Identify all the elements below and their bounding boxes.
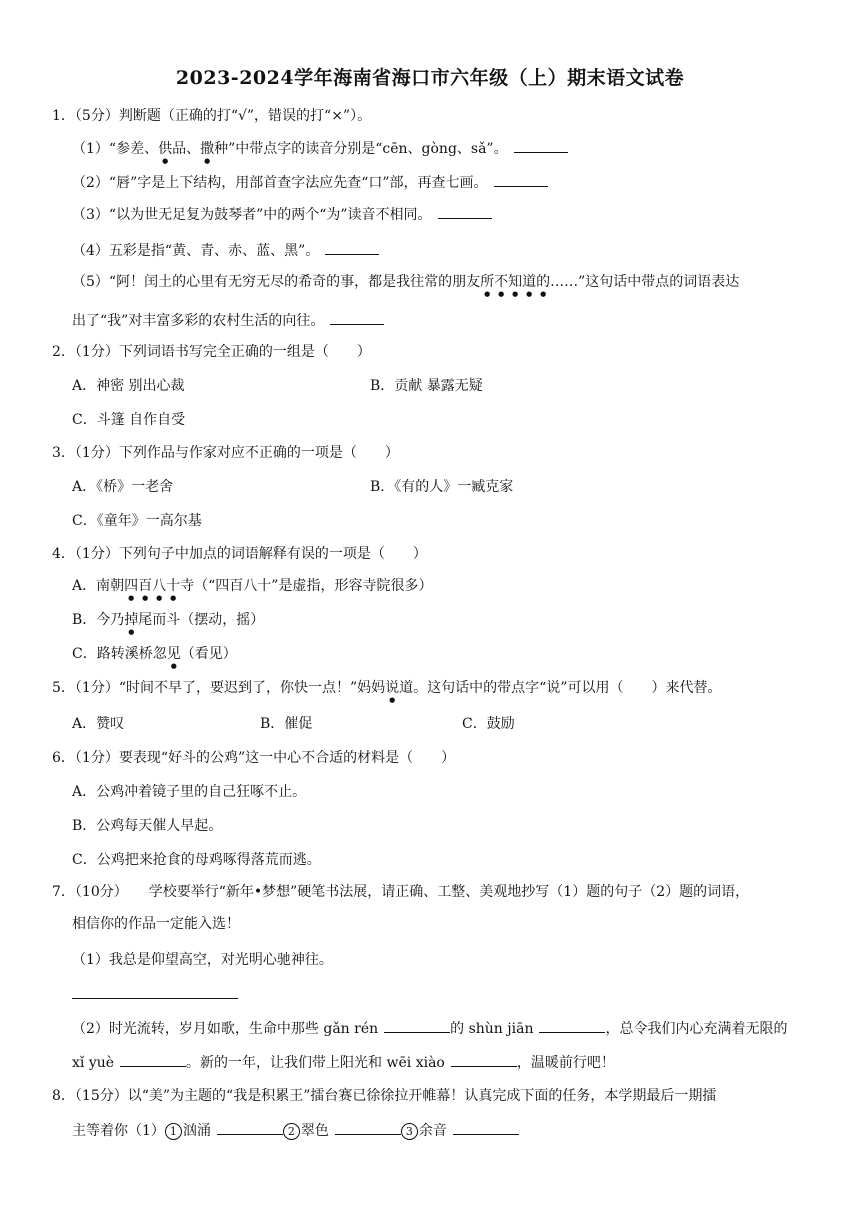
q1-item-5-cont: [72, 310, 384, 331]
q5-stem: [52, 678, 721, 704]
q8-task-1-text: 主等着你（1）: [72, 1123, 165, 1139]
q7-item-2: [72, 1018, 787, 1039]
q5-option-c[interactable]: C．鼓励: [462, 716, 515, 732]
q4-dotted-word: 掉: [124, 612, 139, 628]
q4-option-a-text: A．南朝: [72, 578, 125, 594]
q6-option-a[interactable]: A．公鸡冲着镜子里的自己狂啄不止。: [72, 784, 307, 800]
q7-stem-cont: 相信你的作品一定能入选！: [72, 916, 240, 932]
q1-item-5-text: ……”这句话中带点的词语表达: [550, 274, 740, 290]
q4-option-a[interactable]: [72, 576, 432, 602]
q1-item-5: [72, 272, 739, 298]
answer-blank[interactable]: [438, 204, 492, 219]
q7-item-2-text: （2）时光流转，岁月如歌，生命中那些 gǎn rén: [72, 1021, 379, 1037]
q1-item-4-text: （4）五彩是指“黄、青、赤、蓝、黑”。: [72, 243, 320, 259]
q1-item-1-text: （1）“参差、: [72, 141, 159, 157]
answer-blank[interactable]: [514, 138, 568, 153]
q4-option-c-text: C．路转溪桥忽: [72, 646, 167, 662]
q2-stem: 2．（1分）下列词语书写完全正确的一组是（ ）: [52, 344, 371, 360]
answer-blank[interactable]: [453, 1120, 519, 1135]
q7-item-2-text: ，总令我们内心充满着无限的: [605, 1021, 788, 1037]
q3-stem: 3．（1分）下列作品与作家对应不正确的一项是（ ）: [52, 445, 399, 461]
q1-item-3: [72, 204, 492, 225]
answer-blank[interactable]: [494, 172, 548, 187]
q1-item-1-text: 品、: [172, 141, 201, 157]
page-title: 2023-2024学年海南省海口市六年级（上）期末语文试卷: [175, 67, 685, 89]
circled-number-2: 2: [283, 1123, 300, 1140]
q8-task-1: [72, 1120, 519, 1141]
circled-number-3: 3: [401, 1123, 418, 1140]
q2-option-a[interactable]: A．神密 别出心裁: [72, 378, 185, 394]
q1-dotted-char: 供: [158, 141, 173, 157]
q7-item-2-text: ，温暖前行吧！: [516, 1055, 615, 1071]
q4-option-b-text: B．今乃: [72, 612, 125, 628]
q7-item-2-text: xǐ yuè: [72, 1055, 115, 1071]
q2-option-b[interactable]: B．贡献 暴露无疑: [370, 378, 483, 394]
q7-stem: 7．（10分） 学校要举行“新年•梦想”硬笔书法展，请正确、工整、美观地抄写（1）题的句子（2）题的词语，: [52, 884, 750, 900]
q3-option-a[interactable]: A．《桥》一老舍: [72, 479, 174, 495]
q1-item-1: [72, 138, 568, 165]
q4-option-a-text: 寺（“四百八十”是虚指，形容寺院很多）: [180, 578, 433, 594]
answer-blank[interactable]: [330, 310, 384, 325]
q7-item-2-text: 。新的一年，让我们带上阳光和 wēi xiào: [186, 1055, 445, 1071]
q1-item-4: [72, 240, 379, 261]
answer-blank[interactable]: [335, 1120, 401, 1135]
q4-stem: 4．（1分）下列句子中加点的词语解释有误的一项是（ ）: [52, 546, 427, 562]
q1-dotted-word: 所不知道的: [480, 274, 551, 290]
q3-option-c[interactable]: C．《童年》一高尔基: [72, 513, 202, 529]
q1-dotted-char: 撒: [200, 141, 215, 157]
q4-option-b-text: 尾而斗（摆动，摇）: [138, 612, 265, 628]
answer-blank[interactable]: [325, 240, 379, 255]
q1-item-3-text: （3）“以为世无足复为鼓琴者”中的两个“为”读音不相同。: [72, 207, 432, 223]
q1-stem: 1．（5分）判断题（正确的打“√”，错误的打“×”）。: [52, 108, 372, 124]
q7-item-2-text: 的 shùn jiān: [450, 1021, 534, 1037]
q6-option-c[interactable]: C．公鸡把来抢食的母鸡啄得落荒而逃。: [72, 852, 321, 868]
q5-option-b[interactable]: B．催促: [260, 716, 313, 732]
circled-number-1: 1: [165, 1123, 182, 1140]
q6-option-b[interactable]: B．公鸡每天催人早起。: [72, 818, 223, 834]
q4-option-b[interactable]: [72, 610, 264, 636]
q5-dotted-char: 说: [385, 680, 400, 696]
q1-item-2-text: （2）“唇”字是上下结构，用部首查字法应先查“口”部，再查七画。: [72, 175, 488, 191]
q7-item-2-cont: [72, 1052, 615, 1073]
copy-answer-line[interactable]: [72, 998, 238, 999]
q3-option-b[interactable]: B．《有的人》一臧克家: [370, 479, 514, 495]
q5-stem-text: 5．（1分）“时间不早了，要迟到了，你快一点！”妈妈: [52, 680, 386, 696]
q7-item-1: （1）我总是仰望高空，对光明心驰神往。: [72, 952, 333, 968]
q1-item-5-text: 出了“我”对丰富多彩的农村生活的向往。: [72, 313, 325, 329]
q5-stem-text: 道。这句话中的带点字“说”可以用（ ）来代替。: [399, 680, 722, 696]
q4-option-c[interactable]: [72, 644, 237, 670]
q8-word-3: 余音: [418, 1123, 447, 1139]
answer-blank[interactable]: [451, 1052, 517, 1067]
q4-dotted-word: 见: [166, 646, 181, 662]
q6-stem: 6．（1分）要表现“好斗的公鸡”这一中心不合适的材料是（ ）: [52, 750, 456, 766]
answer-blank[interactable]: [120, 1052, 186, 1067]
q8-word-1: 汹涌: [182, 1123, 211, 1139]
q8-word-2: 翠色: [300, 1123, 329, 1139]
q4-dotted-word: 四百八十: [124, 578, 181, 594]
answer-blank[interactable]: [539, 1018, 605, 1033]
q1-item-1-text: 种”中带点字的读音分别是“cēn、gòng、sǎ”。: [214, 141, 508, 157]
q2-option-c[interactable]: C．斗篷 自作自受: [72, 412, 186, 428]
q1-item-5-text: （5）“阿！闰土的心里有无穷无尽的希奇的事，都是我往常的朋友: [72, 274, 481, 290]
q4-option-c-text: （看见）: [180, 646, 237, 662]
answer-blank[interactable]: [217, 1120, 283, 1135]
q5-option-a[interactable]: A．赞叹: [72, 716, 125, 732]
q1-item-2: [72, 172, 548, 193]
q8-stem: 8．（15分）以“美”为主题的“我是积累王”擂台赛已徐徐拉开帷幕！认真完成下面的任务，本学期最后一期擂: [52, 1088, 717, 1104]
answer-blank[interactable]: [384, 1018, 450, 1033]
